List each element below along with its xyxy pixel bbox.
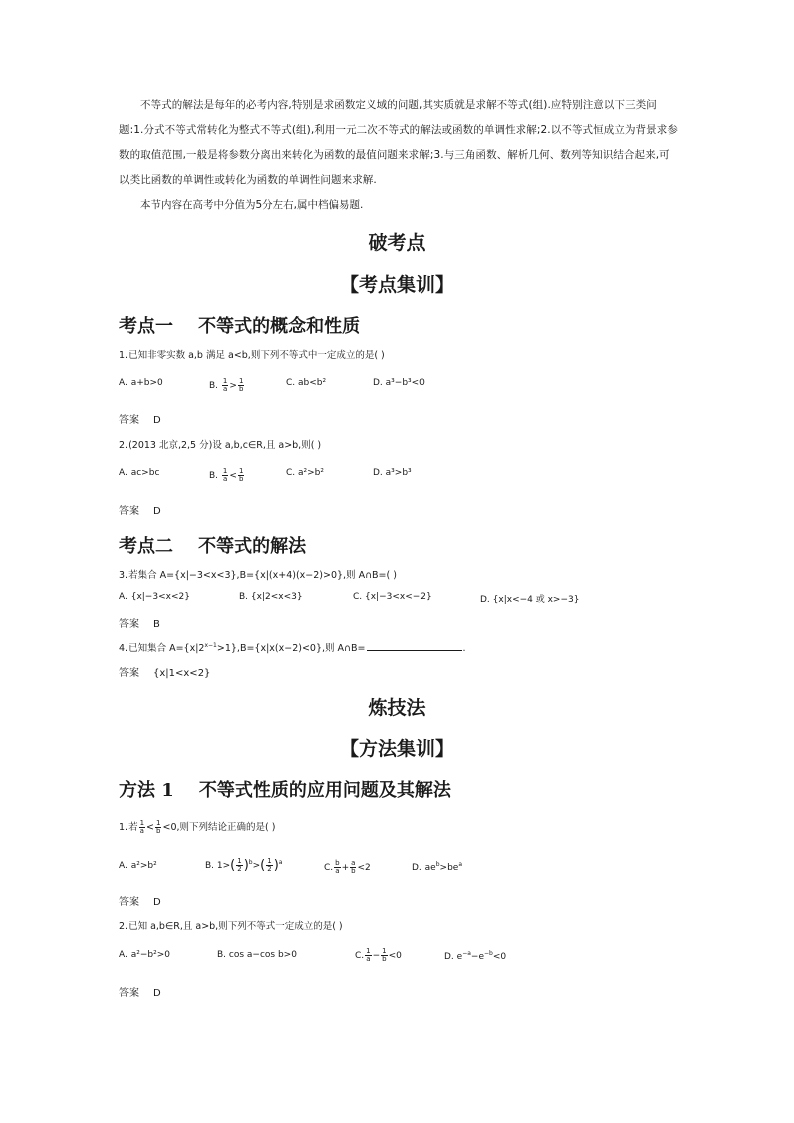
option-d: D. {x|x<−4 或 x>−3}	[480, 595, 580, 605]
fraction: $\frac{1}{b}$	[238, 467, 244, 483]
option-d: D. a³−b³<0	[373, 378, 425, 388]
option-d: D. $ae^b>be^a$	[412, 861, 463, 873]
question-1-answer: 答案 D	[119, 415, 161, 426]
fraction: $\frac{1}{b}$	[382, 947, 387, 963]
answer-blank	[367, 641, 462, 651]
method1-heading: 方法 1 不等式性质的应用问题及其解法	[119, 780, 451, 801]
option-b: B. $\frac{1}{a}$ < $\frac{1}{b}$	[209, 467, 244, 483]
question-4-stem: 4.已知集合 $A=\{x|2^{x-1}>1\},B=\{x|x(x-2)<0\}$,则 A∩B= .	[119, 641, 466, 654]
fraction: $\frac{1}{a}$	[139, 819, 145, 835]
option-a: A. a+b>0	[119, 378, 163, 388]
option-a: A. a²>b²	[119, 861, 157, 871]
question-2-options	[119, 468, 699, 486]
option-b: B. $\frac{1}{a}$ > $\frac{1}{b}$	[209, 377, 244, 393]
topic2-heading: 考点二 不等式的解法	[119, 536, 307, 557]
option-b: B. cos a−cos b>0	[217, 950, 297, 960]
option-d: D. $e^{-a}-e^{-b}<0$	[444, 950, 507, 962]
section-subtitle-kao-dian-ji-xun: 【考点集训】	[339, 274, 454, 296]
method-question-1-options	[119, 858, 699, 882]
section-title-po-kao-dian: 破考点	[368, 232, 426, 254]
question-3-options	[119, 592, 699, 610]
option-a: A. a²−b²>0	[119, 950, 170, 960]
option-a: A. ac>bc	[119, 468, 160, 478]
question-1-stem: 1.已知非零实数 a,b 满足 a<b,则下列不等式中一定成立的是( )	[119, 350, 385, 361]
question-2-answer: 答案 D	[119, 506, 161, 517]
method-question-2-options	[119, 947, 699, 968]
fraction: $\frac{a}{b}$	[351, 859, 356, 875]
topic1-heading: 考点一 不等式的概念和性质	[119, 316, 361, 337]
question-2-stem: 2.(2013 北京,2,5 分)设 a,b,c∈R,且 a>b,则( )	[119, 440, 322, 451]
question-4-answer: 答案 {x|1<x<2}	[119, 668, 211, 679]
option-c: C. ab<b²	[286, 378, 327, 388]
option-a: A. {x|−3<x<2}	[119, 592, 190, 602]
fraction: $\frac{1}{2}$	[237, 857, 242, 873]
option-c: C. $\frac{1}{a}$ − $\frac{1}{b}$ <0	[355, 947, 402, 963]
question-1-options	[119, 378, 699, 396]
option-c: C. $\frac{b}{a}$ + $\frac{a}{b}$ <2	[324, 859, 371, 875]
question-3-answer: 答案 B	[119, 619, 160, 630]
fraction: $\frac{1}{b}$	[238, 377, 244, 393]
fraction: $\frac{1}{b}$	[156, 819, 161, 835]
method-question-1-answer: 答案 D	[119, 897, 161, 908]
option-c: C. a²>b²	[286, 468, 324, 478]
method-question-2-answer: 答案 D	[119, 988, 161, 999]
section-subtitle-fang-fa-ji-xun: 【方法集训】	[339, 738, 454, 760]
fraction: $\frac{1}{a}$	[366, 947, 371, 963]
intro-paragraph: 不等式的解法是每年的必考内容,特别是求函数定义域的问题,其实质就是求解不等式(组).应特别注意以下三类问题:1.分式不等式常转化为整式不等式(组),利用一元二次不等式的解法或函数的单调性求解;2.以不等式恒成立为背景求参数的取值范围,一般是将参数分离出来转化为函数的最值问题来求解;3.与三角函数、解析几何、数列等知识结合起来,可以类比函数的单调性或转化为函数的单调性问题来求解.	[119, 99, 678, 186]
section-title-lian-ji-fa: 炼技法	[368, 697, 426, 719]
option-b: B. {x|2<x<3}	[239, 592, 303, 602]
method-question-1-stem: 1.若 $\frac{1}{a}$ < $\frac{1}{b}$ <0,则下列结论正确的是( )	[119, 819, 276, 835]
intro-paragraph-score: 本节内容在高考中分值为5分左右,属中档偏易题.	[140, 199, 364, 211]
method-question-2-stem: 2.已知 a,b∈R,且 a>b,则下列不等式一定成立的是( )	[119, 921, 343, 932]
fraction: $\frac{b}{a}$	[335, 859, 340, 875]
fraction: $\frac{1}{a}$	[222, 467, 228, 483]
option-d: D. a³>b³	[373, 468, 412, 478]
option-b: B. 1>( $\frac{1}{2}$ )$^b$>( $\frac{1}{2}$ )$^a$	[205, 857, 283, 873]
fraction: $\frac{1}{a}$	[222, 377, 228, 393]
question-3-stem: 3.若集合 A={x|−3<x<3},B={x|(x+4)(x−2)>0},则 A∩B=( )	[119, 570, 397, 581]
option-c: C. {x|−3<x<−2}	[353, 592, 432, 602]
fraction: $\frac{1}{2}$	[267, 857, 272, 873]
